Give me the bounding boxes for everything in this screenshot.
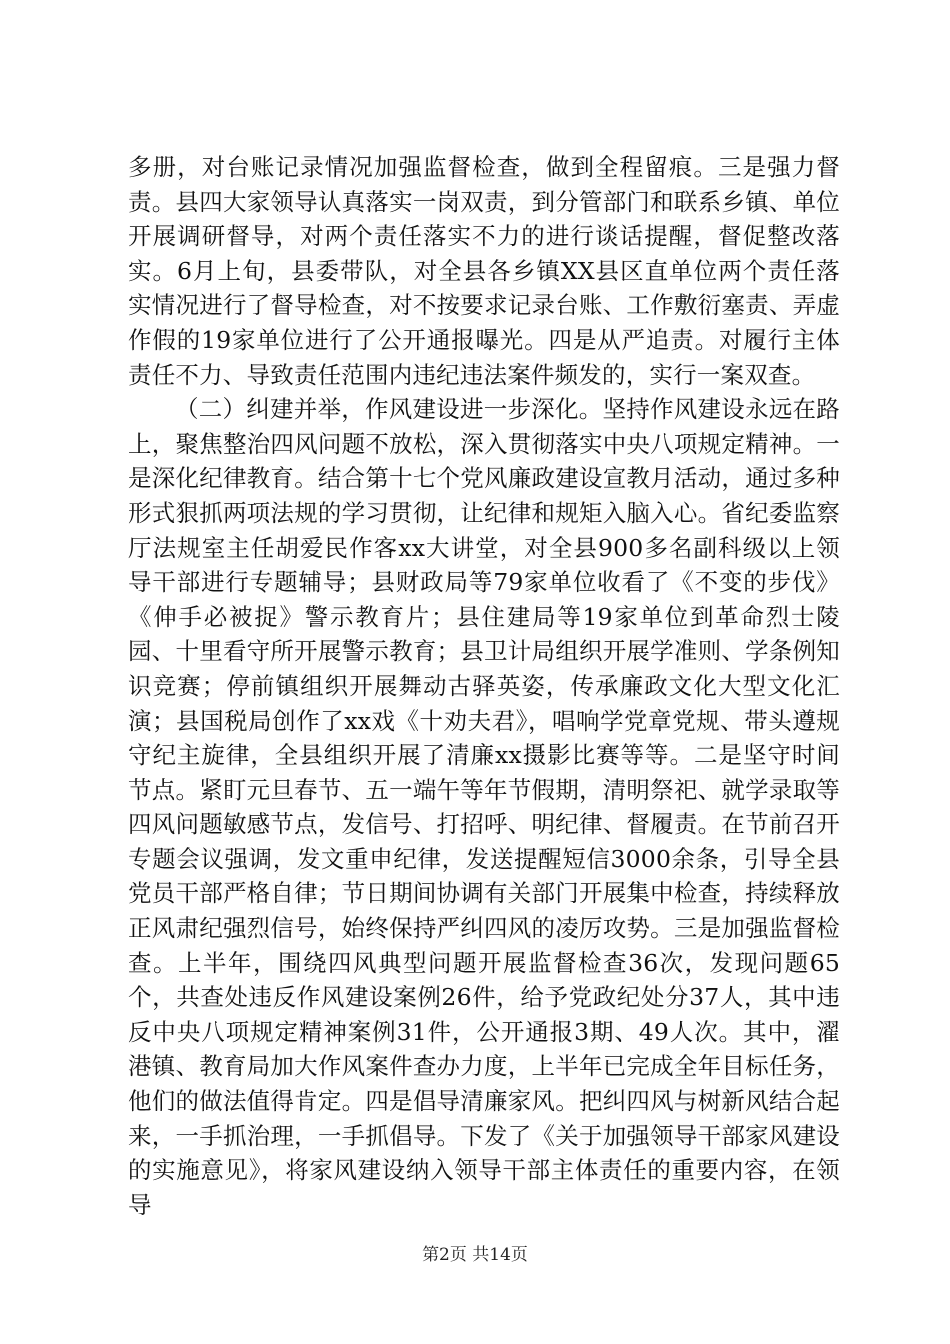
page-number-footer	[0, 1244, 950, 1266]
paragraph-2: （二）纠建并举，作风建设进一步深化。坚持作风建设永远在路上，聚焦整治四风问题不放松，深入贯彻落实中央八项规定精神。一是深化纪律教育。结合第十七个党风廉政建设宣教月活动，通过多种形式狠抓两项法规的学习贯彻，让纪律和规矩入脑入心。省纪委监察厅法规室主任胡爱民作客xx大讲堂，对全县900多名副科级以上领导干部进行专题辅导；县财政局等79家单位收看了《不变的步伐》《伸手必被捉》警示教育片；县住建局等19家单位到革命烈士陵园、十里看守所开展警示教育；县卫计局组织开展学准则、学条例知识竞赛；停前镇组织开展舞动古驿英姿，传承廉政文化大型文化汇演；县国税局创作了xx戏《十劝夫君》，唱响学党章党规、带头遵规守纪主旋律，全县组织开展了清廉xx摄影比赛等等。二是坚守时间节点。紧盯元旦春节、五一端午等年节假期，清明祭祀、就学录取等四风问题敏感节点，发信号、打招呼、明纪律、督履责。在节前召开专题会议强调，发文重申纪律，发送提醒短信3000余条，引导全县党员干部严格自律；节日期间协调有关部门开展集中检查，持续释放正风肃纪强烈信号，始终保持严纠四风的凌厉攻势。三是加强监督检查。上半年，围绕四风典型问题开展监督检查36次，发现问题65个，共查处违反作风建设案例26件，给予党政纪处分37人，其中违反中央八项规定精神案例31件，公开通报3期、49人次。其中，濯港镇、教育局加大作风案件查办力度，上半年已完成全年目标任务，他们的做法值得肯定。四是倡导清廉家风。把纠四风与树新风结合起来，一手抓治理，一手抓倡导。下发了《关于加强领导干部家风建设的实施意见》，将家风建设纳入领导干部主体责任的重要内容，在领导	[128, 395, 840, 1219]
page-number-label: 第2页 共14页	[422, 1245, 528, 1265]
paragraph-1: 多册，对台账记录情况加强监督检查，做到全程留痕。三是强力督责。县四大家领导认真落实一岗双责，到分管部门和联系乡镇、单位开展调研督导，对两个责任落实不力的进行谈话提醒，督促整改落实。6月上旬，县委带队，对全县各乡镇XX县区直单位两个责任落实情况进行了督导检查，对不按要求记录台账、工作敷衍塞责、弄虚作假的19家单位进行了公开通报曝光。四是从严追责。对履行主体责任不力、导致责任范围内违纪违法案件频发的，实行一案双查。	[128, 153, 840, 389]
document-body	[128, 150, 840, 1222]
